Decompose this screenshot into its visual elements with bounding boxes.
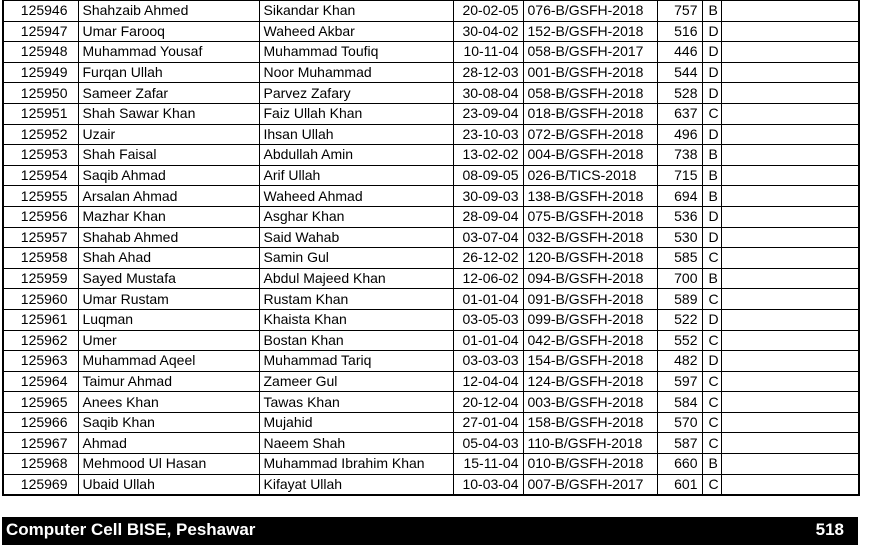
registration-number-cell: 154-B/GSFH-2018 bbox=[523, 351, 657, 372]
roll-number-cell: 125969 bbox=[3, 474, 78, 495]
father-name-cell: Waheed Akbar bbox=[259, 21, 453, 42]
date-of-birth-cell: 12-04-04 bbox=[453, 371, 523, 392]
empty-cell bbox=[721, 21, 859, 42]
date-of-birth-cell: 13-02-02 bbox=[453, 145, 523, 166]
roll-number-cell: 125947 bbox=[3, 21, 78, 42]
father-name-cell: Samin Gul bbox=[259, 248, 453, 269]
roll-number-cell: 125951 bbox=[3, 103, 78, 124]
roll-number-cell: 125952 bbox=[3, 124, 78, 145]
marks-cell: 715 bbox=[657, 165, 702, 186]
registration-number-cell: 075-B/GSFH-2018 bbox=[523, 206, 657, 227]
table-row bbox=[3, 268, 859, 289]
table-row bbox=[3, 309, 859, 330]
student-name-cell: Saqib Ahmad bbox=[78, 165, 259, 186]
father-name-cell: Kifayat Ullah bbox=[259, 474, 453, 495]
marks-cell: 601 bbox=[657, 474, 702, 495]
registration-number-cell: 007-B/GSFH-2017 bbox=[523, 474, 657, 495]
table-row bbox=[3, 145, 859, 166]
roll-number-cell: 125966 bbox=[3, 412, 78, 433]
empty-cell bbox=[721, 371, 859, 392]
date-of-birth-cell: 03-07-04 bbox=[453, 227, 523, 248]
empty-cell bbox=[721, 1, 859, 22]
table-row bbox=[3, 21, 859, 42]
date-of-birth-cell: 01-01-04 bbox=[453, 330, 523, 351]
grade-cell: C bbox=[702, 371, 721, 392]
date-of-birth-cell: 10-11-04 bbox=[453, 42, 523, 63]
table-row bbox=[3, 371, 859, 392]
grade-cell: C bbox=[702, 289, 721, 310]
empty-cell bbox=[721, 351, 859, 372]
student-name-cell: Uzair bbox=[78, 124, 259, 145]
roll-number-cell: 125953 bbox=[3, 145, 78, 166]
grade-cell: D bbox=[702, 309, 721, 330]
empty-cell bbox=[721, 62, 859, 83]
student-name-cell: Arsalan Ahmad bbox=[78, 186, 259, 207]
student-name-cell: Umer bbox=[78, 330, 259, 351]
registration-number-cell: 010-B/GSFH-2018 bbox=[523, 454, 657, 475]
date-of-birth-cell: 20-12-04 bbox=[453, 392, 523, 413]
empty-cell bbox=[721, 433, 859, 454]
registration-number-cell: 120-B/GSFH-2018 bbox=[523, 248, 657, 269]
registration-number-cell: 058-B/GSFH-2017 bbox=[523, 42, 657, 63]
date-of-birth-cell: 10-03-04 bbox=[453, 474, 523, 495]
roll-number-cell: 125960 bbox=[3, 289, 78, 310]
roll-number-cell: 125968 bbox=[3, 454, 78, 475]
empty-cell bbox=[721, 206, 859, 227]
father-name-cell: Abdullah Amin bbox=[259, 145, 453, 166]
father-name-cell: Khaista Khan bbox=[259, 309, 453, 330]
roll-number-cell: 125948 bbox=[3, 42, 78, 63]
student-name-cell: Shahzaib Ahmed bbox=[78, 1, 259, 22]
student-name-cell: Saqib Khan bbox=[78, 412, 259, 433]
student-name-cell: Shah Faisal bbox=[78, 145, 259, 166]
marks-cell: 738 bbox=[657, 145, 702, 166]
student-name-cell: Muhammad Yousaf bbox=[78, 42, 259, 63]
empty-cell bbox=[721, 186, 859, 207]
roll-number-cell: 125967 bbox=[3, 433, 78, 454]
registration-number-cell: 026-B/TICS-2018 bbox=[523, 165, 657, 186]
marks-cell: 530 bbox=[657, 227, 702, 248]
father-name-cell: Sikandar Khan bbox=[259, 1, 453, 22]
father-name-cell: Tawas Khan bbox=[259, 392, 453, 413]
marks-cell: 700 bbox=[657, 268, 702, 289]
empty-cell bbox=[721, 83, 859, 104]
table-row bbox=[3, 433, 859, 454]
date-of-birth-cell: 23-09-04 bbox=[453, 103, 523, 124]
footer-label: Computer Cell BISE, Peshawar bbox=[6, 520, 256, 539]
student-name-cell: Shah Sawar Khan bbox=[78, 103, 259, 124]
grade-cell: C bbox=[702, 412, 721, 433]
empty-cell bbox=[721, 309, 859, 330]
father-name-cell: Waheed Ahmad bbox=[259, 186, 453, 207]
grade-cell: B bbox=[702, 186, 721, 207]
table-row bbox=[3, 1, 859, 22]
roll-number-cell: 125957 bbox=[3, 227, 78, 248]
marks-cell: 585 bbox=[657, 248, 702, 269]
roll-number-cell: 125964 bbox=[3, 371, 78, 392]
grade-cell: C bbox=[702, 433, 721, 454]
father-name-cell: Muhammad Tariq bbox=[259, 351, 453, 372]
date-of-birth-cell: 30-08-04 bbox=[453, 83, 523, 104]
empty-cell bbox=[721, 165, 859, 186]
father-name-cell: Zameer Gul bbox=[259, 371, 453, 392]
empty-cell bbox=[721, 474, 859, 495]
father-name-cell: Said Wahab bbox=[259, 227, 453, 248]
empty-cell bbox=[721, 330, 859, 351]
roll-number-cell: 125955 bbox=[3, 186, 78, 207]
empty-cell bbox=[721, 268, 859, 289]
marks-cell: 544 bbox=[657, 62, 702, 83]
student-name-cell: Mazhar Khan bbox=[78, 206, 259, 227]
date-of-birth-cell: 15-11-04 bbox=[453, 454, 523, 475]
father-name-cell: Naeem Shah bbox=[259, 433, 453, 454]
student-name-cell: Sayed Mustafa bbox=[78, 268, 259, 289]
grade-cell: B bbox=[702, 1, 721, 22]
marks-cell: 522 bbox=[657, 309, 702, 330]
table-row bbox=[3, 124, 859, 145]
marks-cell: 584 bbox=[657, 392, 702, 413]
student-name-cell: Ahmad bbox=[78, 433, 259, 454]
roll-number-cell: 125959 bbox=[3, 268, 78, 289]
table-row bbox=[3, 392, 859, 413]
table-row bbox=[3, 42, 859, 63]
results-table bbox=[2, 0, 860, 496]
father-name-cell: Ihsan Ullah bbox=[259, 124, 453, 145]
table-row bbox=[3, 103, 859, 124]
grade-cell: D bbox=[702, 124, 721, 145]
marks-cell: 482 bbox=[657, 351, 702, 372]
table-row bbox=[3, 165, 859, 186]
marks-cell: 496 bbox=[657, 124, 702, 145]
father-name-cell: Abdul Majeed Khan bbox=[259, 268, 453, 289]
marks-cell: 570 bbox=[657, 412, 702, 433]
registration-number-cell: 099-B/GSFH-2018 bbox=[523, 309, 657, 330]
registration-number-cell: 001-B/GSFH-2018 bbox=[523, 62, 657, 83]
student-name-cell: Shahab Ahmed bbox=[78, 227, 259, 248]
table-row bbox=[3, 83, 859, 104]
marks-cell: 589 bbox=[657, 289, 702, 310]
registration-number-cell: 018-B/GSFH-2018 bbox=[523, 103, 657, 124]
date-of-birth-cell: 03-03-03 bbox=[453, 351, 523, 372]
date-of-birth-cell: 28-12-03 bbox=[453, 62, 523, 83]
father-name-cell: Arif Ullah bbox=[259, 165, 453, 186]
father-name-cell: Mujahid bbox=[259, 412, 453, 433]
grade-cell: B bbox=[702, 454, 721, 475]
registration-number-cell: 076-B/GSFH-2018 bbox=[523, 1, 657, 22]
empty-cell bbox=[721, 103, 859, 124]
registration-number-cell: 138-B/GSFH-2018 bbox=[523, 186, 657, 207]
marks-cell: 660 bbox=[657, 454, 702, 475]
date-of-birth-cell: 28-09-04 bbox=[453, 206, 523, 227]
marks-cell: 516 bbox=[657, 21, 702, 42]
grade-cell: D bbox=[702, 83, 721, 104]
marks-cell: 637 bbox=[657, 103, 702, 124]
empty-cell bbox=[721, 248, 859, 269]
empty-cell bbox=[721, 412, 859, 433]
student-name-cell: Muhammad Aqeel bbox=[78, 351, 259, 372]
registration-number-cell: 110-B/GSFH-2018 bbox=[523, 433, 657, 454]
table-row bbox=[3, 330, 859, 351]
father-name-cell: Rustam Khan bbox=[259, 289, 453, 310]
page-footer bbox=[2, 517, 858, 545]
student-name-cell: Taimur Ahmad bbox=[78, 371, 259, 392]
marks-cell: 536 bbox=[657, 206, 702, 227]
date-of-birth-cell: 08-09-05 bbox=[453, 165, 523, 186]
registration-number-cell: 124-B/GSFH-2018 bbox=[523, 371, 657, 392]
table-row bbox=[3, 227, 859, 248]
date-of-birth-cell: 30-09-03 bbox=[453, 186, 523, 207]
grade-cell: C bbox=[702, 248, 721, 269]
grade-cell: D bbox=[702, 206, 721, 227]
father-name-cell: Asghar Khan bbox=[259, 206, 453, 227]
student-name-cell: Luqman bbox=[78, 309, 259, 330]
father-name-cell: Bostan Khan bbox=[259, 330, 453, 351]
page-number: 518 bbox=[815, 520, 844, 539]
father-name-cell: Faiz Ullah Khan bbox=[259, 103, 453, 124]
empty-cell bbox=[721, 145, 859, 166]
father-name-cell: Noor Muhammad bbox=[259, 62, 453, 83]
empty-cell bbox=[721, 42, 859, 63]
date-of-birth-cell: 12-06-02 bbox=[453, 268, 523, 289]
registration-number-cell: 042-B/GSFH-2018 bbox=[523, 330, 657, 351]
registration-number-cell: 152-B/GSFH-2018 bbox=[523, 21, 657, 42]
grade-cell: C bbox=[702, 103, 721, 124]
father-name-cell: Muhammad Toufiq bbox=[259, 42, 453, 63]
table-row bbox=[3, 351, 859, 372]
registration-number-cell: 158-B/GSFH-2018 bbox=[523, 412, 657, 433]
marks-cell: 587 bbox=[657, 433, 702, 454]
student-name-cell: Anees Khan bbox=[78, 392, 259, 413]
grade-cell: B bbox=[702, 165, 721, 186]
date-of-birth-cell: 30-04-02 bbox=[453, 21, 523, 42]
roll-number-cell: 125946 bbox=[3, 1, 78, 22]
registration-number-cell: 003-B/GSFH-2018 bbox=[523, 392, 657, 413]
empty-cell bbox=[721, 227, 859, 248]
table-row bbox=[3, 62, 859, 83]
roll-number-cell: 125965 bbox=[3, 392, 78, 413]
date-of-birth-cell: 01-01-04 bbox=[453, 289, 523, 310]
date-of-birth-cell: 27-01-04 bbox=[453, 412, 523, 433]
grade-cell: D bbox=[702, 351, 721, 372]
registration-number-cell: 058-B/GSFH-2018 bbox=[523, 83, 657, 104]
table-row bbox=[3, 412, 859, 433]
registration-number-cell: 091-B/GSFH-2018 bbox=[523, 289, 657, 310]
student-name-cell: Shah Ahad bbox=[78, 248, 259, 269]
grade-cell: C bbox=[702, 474, 721, 495]
results-table-body bbox=[3, 1, 859, 496]
student-name-cell: Sameer Zafar bbox=[78, 83, 259, 104]
grade-cell: C bbox=[702, 392, 721, 413]
marks-cell: 597 bbox=[657, 371, 702, 392]
student-name-cell: Umar Rustam bbox=[78, 289, 259, 310]
table-row bbox=[3, 474, 859, 495]
student-name-cell: Ubaid Ullah bbox=[78, 474, 259, 495]
father-name-cell: Muhammad Ibrahim Khan bbox=[259, 454, 453, 475]
father-name-cell: Parvez Zafary bbox=[259, 83, 453, 104]
roll-number-cell: 125958 bbox=[3, 248, 78, 269]
registration-number-cell: 072-B/GSFH-2018 bbox=[523, 124, 657, 145]
student-name-cell: Furqan Ullah bbox=[78, 62, 259, 83]
table-row bbox=[3, 289, 859, 310]
registration-number-cell: 032-B/GSFH-2018 bbox=[523, 227, 657, 248]
roll-number-cell: 125963 bbox=[3, 351, 78, 372]
roll-number-cell: 125962 bbox=[3, 330, 78, 351]
student-name-cell: Mehmood Ul Hasan bbox=[78, 454, 259, 475]
empty-cell bbox=[721, 289, 859, 310]
date-of-birth-cell: 05-04-03 bbox=[453, 433, 523, 454]
marks-cell: 694 bbox=[657, 186, 702, 207]
student-name-cell: Umar Farooq bbox=[78, 21, 259, 42]
table-row bbox=[3, 186, 859, 207]
registration-number-cell: 004-B/GSFH-2018 bbox=[523, 145, 657, 166]
date-of-birth-cell: 20-02-05 bbox=[453, 1, 523, 22]
empty-cell bbox=[721, 454, 859, 475]
date-of-birth-cell: 26-12-02 bbox=[453, 248, 523, 269]
marks-cell: 757 bbox=[657, 1, 702, 22]
grade-cell: B bbox=[702, 145, 721, 166]
roll-number-cell: 125956 bbox=[3, 206, 78, 227]
registration-number-cell: 094-B/GSFH-2018 bbox=[523, 268, 657, 289]
roll-number-cell: 125949 bbox=[3, 62, 78, 83]
grade-cell: D bbox=[702, 21, 721, 42]
empty-cell bbox=[721, 392, 859, 413]
grade-cell: D bbox=[702, 62, 721, 83]
grade-cell: D bbox=[702, 42, 721, 63]
table-row bbox=[3, 454, 859, 475]
grade-cell: C bbox=[702, 330, 721, 351]
grade-cell: B bbox=[702, 268, 721, 289]
grade-cell: D bbox=[702, 227, 721, 248]
marks-cell: 552 bbox=[657, 330, 702, 351]
date-of-birth-cell: 23-10-03 bbox=[453, 124, 523, 145]
roll-number-cell: 125954 bbox=[3, 165, 78, 186]
date-of-birth-cell: 03-05-03 bbox=[453, 309, 523, 330]
roll-number-cell: 125961 bbox=[3, 309, 78, 330]
table-row bbox=[3, 248, 859, 269]
marks-cell: 446 bbox=[657, 42, 702, 63]
marks-cell: 528 bbox=[657, 83, 702, 104]
roll-number-cell: 125950 bbox=[3, 83, 78, 104]
empty-cell bbox=[721, 124, 859, 145]
table-row bbox=[3, 206, 859, 227]
